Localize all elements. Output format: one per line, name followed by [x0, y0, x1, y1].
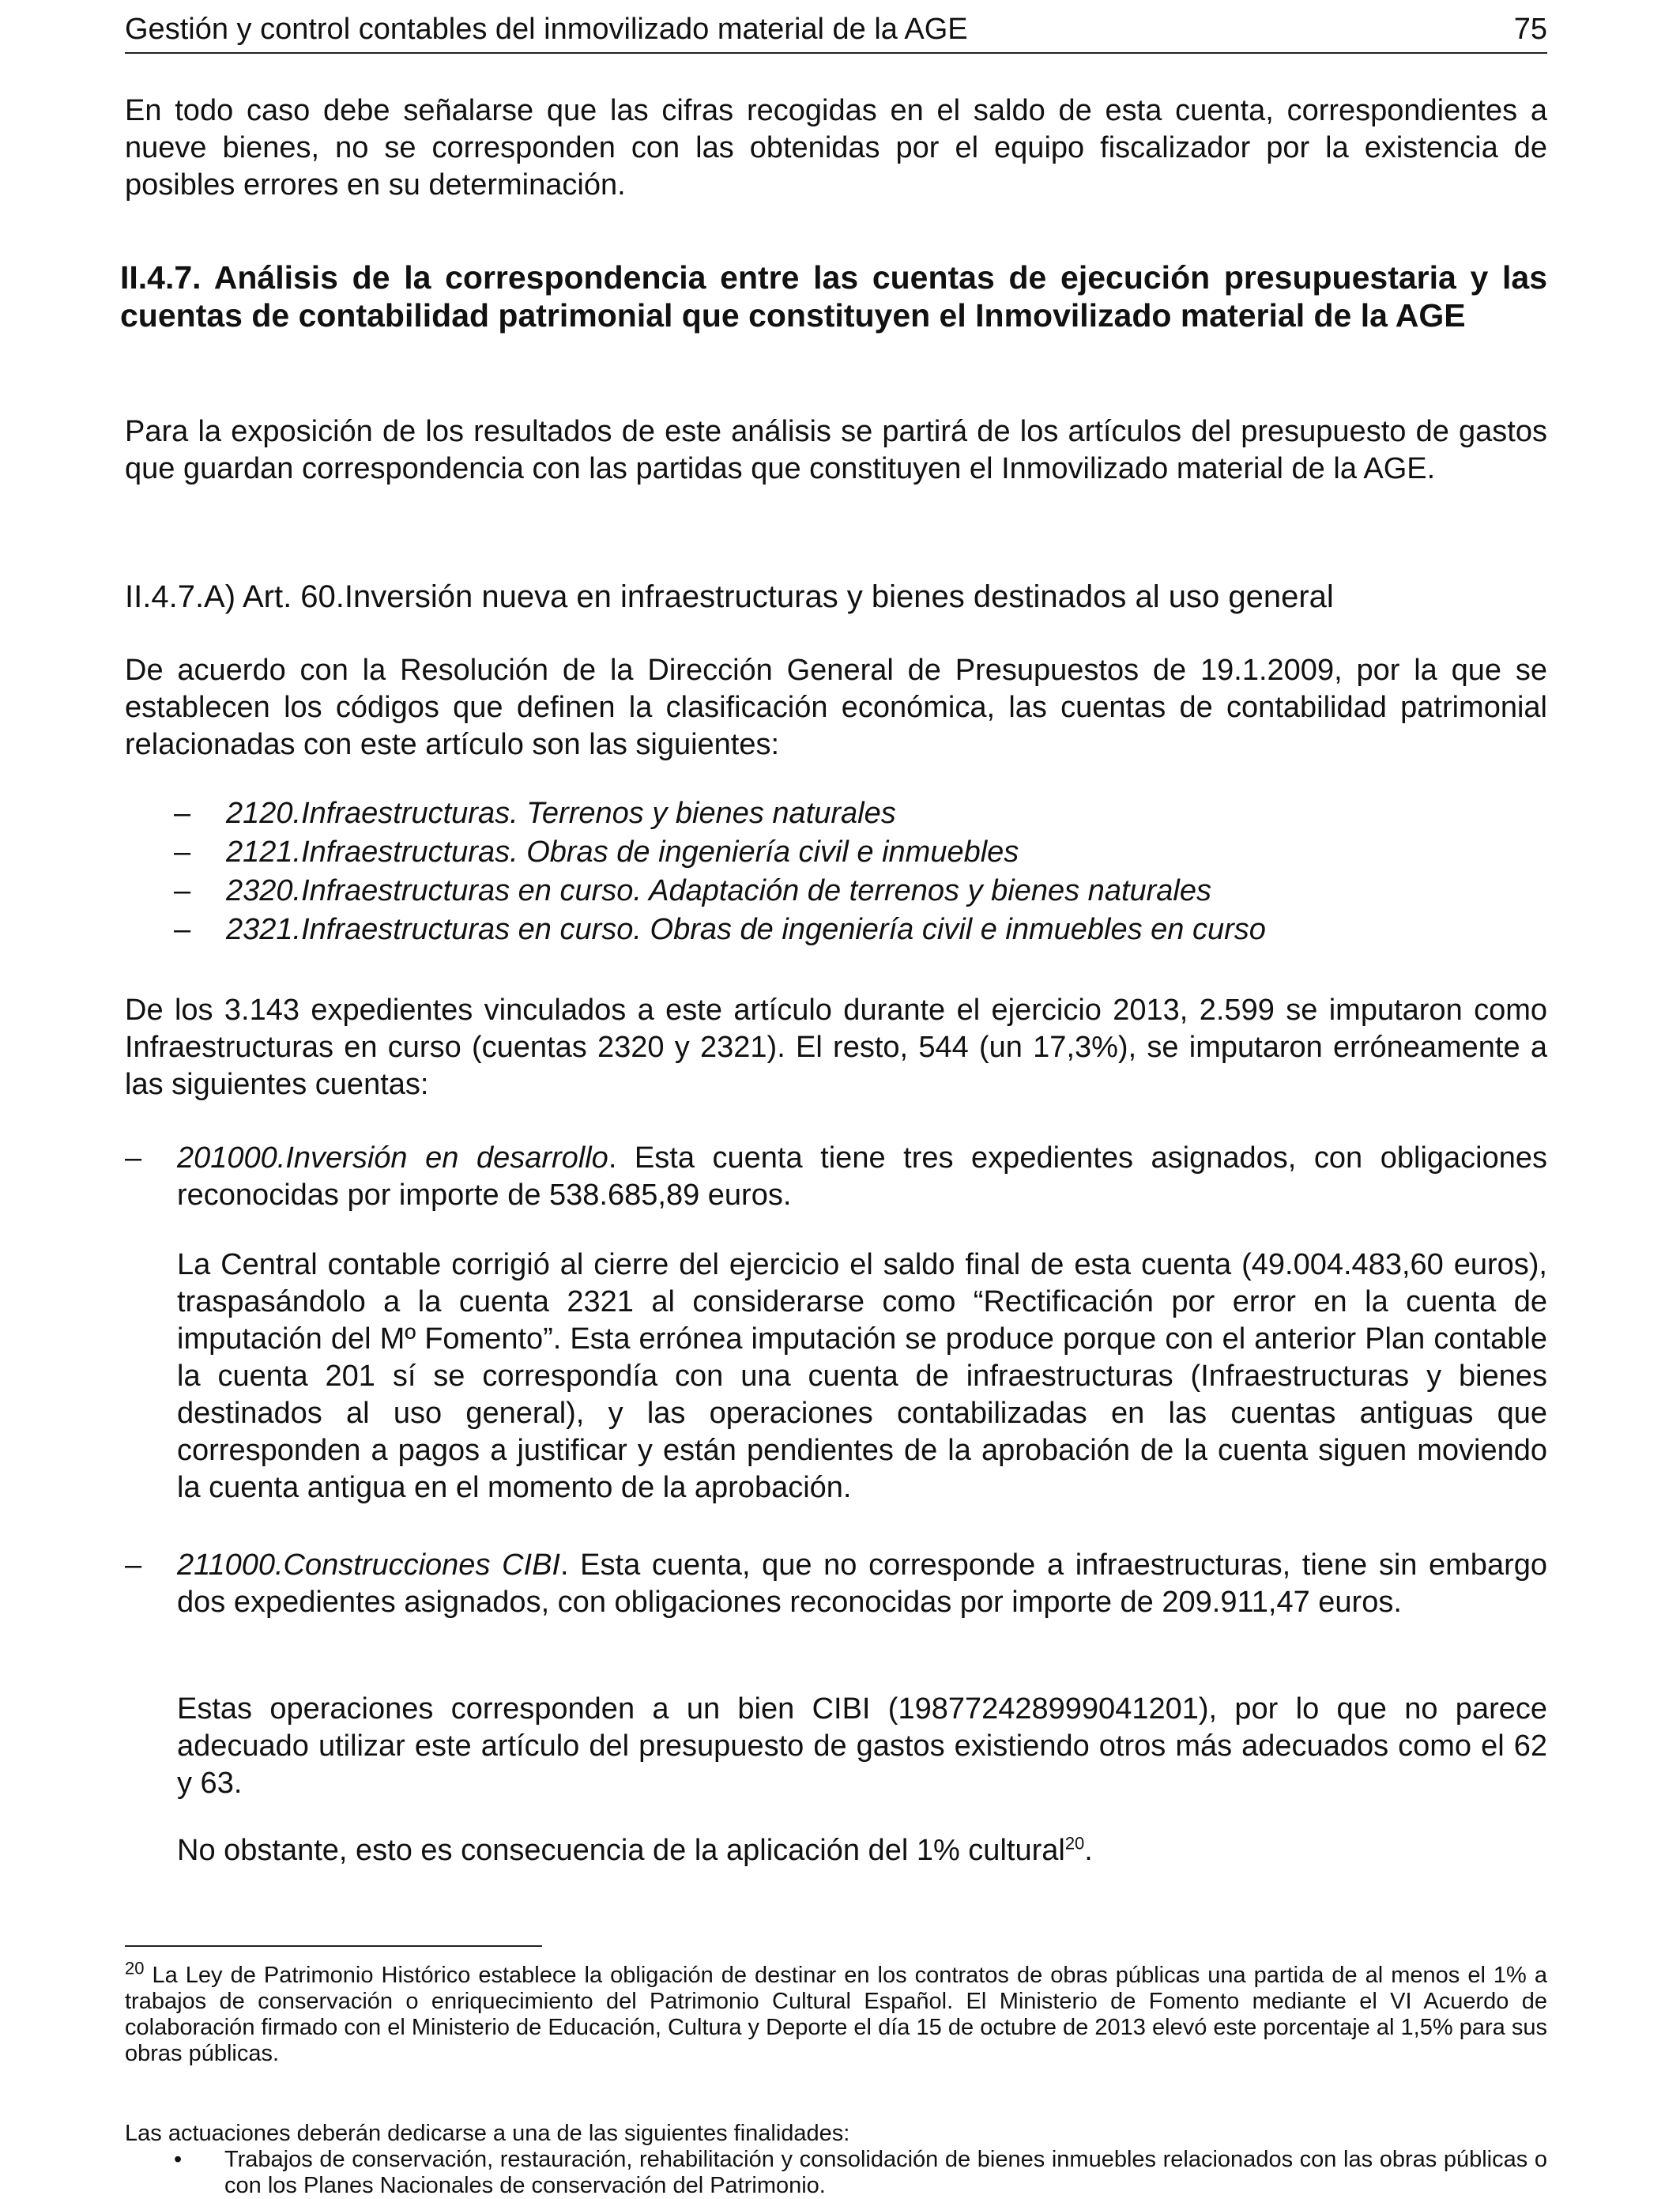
footnote [125, 1958, 1547, 2067]
list-item [174, 872, 1266, 911]
subsection-heading: II.4.7.A) Art. 60.Inversión nueva en infraestructuras y bienes destinados al uso general [125, 579, 1334, 614]
footnote-reference[interactable]: 20 [1064, 1833, 1085, 1854]
account-name: 201000.Inversión en desarrollo [177, 1141, 608, 1175]
resolution-paragraph: De acuerdo con la Resolución de la Dirección General de Presupuestos de 19.1.2009, por la que se establecen los códigos que definen la clasificación económica, las cuentas de contabilidad patrimonial relacionadas con este artículo son las siguientes: [125, 654, 1547, 761]
account-label: 2321.Infraestructuras en curso. Obras de ingeniería civil e inmuebles en curso [226, 913, 1266, 946]
footnote-line: Las actuaciones deberán dedicarse a una de las siguientes finalidades: [125, 2121, 850, 2146]
dash-marker: – [125, 1141, 142, 1175]
footnote-bullet-item [174, 2147, 1547, 2199]
item-detail: Estas operaciones corresponden a un bien CIBI (198772428999041201), por lo que no parece adecuado utilizar este artículo del presupuesto de gastos existiendo otros más adecuados como el 62 y 63. [177, 1692, 1547, 1800]
item-text: . Esta cuenta tiene tres expedientes asignados, con obligaciones reconocidas por importe de 538.685,89 euros. [177, 1141, 1548, 1212]
footnote-bullet-text: Trabajos de conservación, restauración, rehabilitación y consolidación de bienes inmuebles relacionados con las obras públicas o con los Planes Nacionales de conservación del Patrimonio. [224, 2147, 1547, 2198]
list-item [174, 833, 1266, 872]
item-note [177, 1832, 1547, 1869]
list-item [174, 794, 1266, 833]
page-number: 75 [1513, 13, 1547, 46]
note-text: No obstante, esto es consecuencia de la aplicación del 1% cultural [177, 1834, 1065, 1867]
list-item [174, 911, 1266, 949]
header-title: Gestión y control contables del inmovilizado material de la AGE [125, 13, 968, 46]
item-paragraph [177, 1547, 1547, 1621]
expedientes-paragraph: De los 3.143 expedientes vinculados a este artículo durante el ejercicio 2013, 2.599 se imputaron como Infraestructuras en curso (cuentas 2320 y 2321). El resto, 544 (un 17,3%), se imputaron erróneamente a las siguientes cuentas: [125, 994, 1547, 1101]
account-name: 211000.Construcciones CIBI [177, 1548, 560, 1582]
footnote-text: La Ley de Patrimonio Histórico establece la obligación de destinar en los contratos de obras públicas una partida de al menos el 1% a trabajos de conservación o enriquecimiento del Patrimonio Cultural Español. El Ministerio de Fomento mediante el VI Acuerdo de colaboración firmado con el Ministerio de Educación, Cultura y Deporte el día 15 de octubre de 2013 elevó este porcentaje al 1,5% para sus obras públicas. [125, 1963, 1547, 2066]
footnote-divider [125, 1945, 542, 1947]
dash-marker: – [174, 874, 191, 907]
account-label: 2121.Infraestructuras. Obras de ingeniería civil e inmuebles [226, 835, 1019, 869]
dash-marker: – [174, 835, 191, 869]
item-text: . Esta cuenta, que no corresponde a infraestructuras, tiene sin embargo dos expedientes asignados, con obligaciones reconocidas por importe de 209.911,47 euros. [177, 1548, 1547, 1619]
dash-marker: – [174, 797, 191, 830]
item-detail: La Central contable corrigió al cierre del ejercicio el saldo final de esta cuenta (49.004.483,60 euros), traspasándolo a la cuenta 2321 al considerarse como “Rectificación por error en la cuenta de imputación del Mº Fomento”. Esta errónea imputación se produce porque con el anterior Plan contable la cuenta 201 sí se correspondía con una cuenta de infraestructuras (Infraestructuras y bienes destinados al uso general), y las operaciones contabilizadas en las cuentas antiguas que corresponden a pagos a justificar y están pendientes de la aprobación de la cuenta siguen moviendo la cuenta antigua en el momento de la aprobación. [177, 1248, 1547, 1504]
section-paragraph: Para la exposición de los resultados de este análisis se partirá de los artículos del presupuesto de gastos que guardan correspondencia con las partidas que constituyen el Inmovilizado material de la AGE. [125, 415, 1547, 485]
footnote-number: 20 [125, 1958, 145, 1978]
dash-marker: – [125, 1548, 142, 1582]
bullet-marker: • [174, 2147, 183, 2172]
accounts-list [174, 794, 1266, 949]
intro-paragraph: En todo caso debe señalarse que las cifras recogidas en el saldo de esta cuenta, correspondientes a nueve bienes, no se corresponden con las obtenidas por el equipo fiscalizador por la existencia de posibles errores en su determinación. [125, 94, 1547, 202]
note-end: . [1084, 1834, 1093, 1867]
dash-marker: – [174, 913, 191, 946]
account-label: 2320.Infraestructuras en curso. Adaptación de terrenos y bienes naturales [226, 874, 1212, 907]
item-paragraph [177, 1140, 1547, 1214]
account-label: 2120.Infraestructuras. Terrenos y bienes naturales [226, 797, 896, 830]
section-heading: II.4.7. Análisis de la correspondencia entre las cuentas de ejecución presupuestaria y las cuentas de contabilidad patrimonial que constituyen el Inmovilizado material de la AGE [120, 259, 1547, 334]
page-header [125, 13, 1547, 54]
